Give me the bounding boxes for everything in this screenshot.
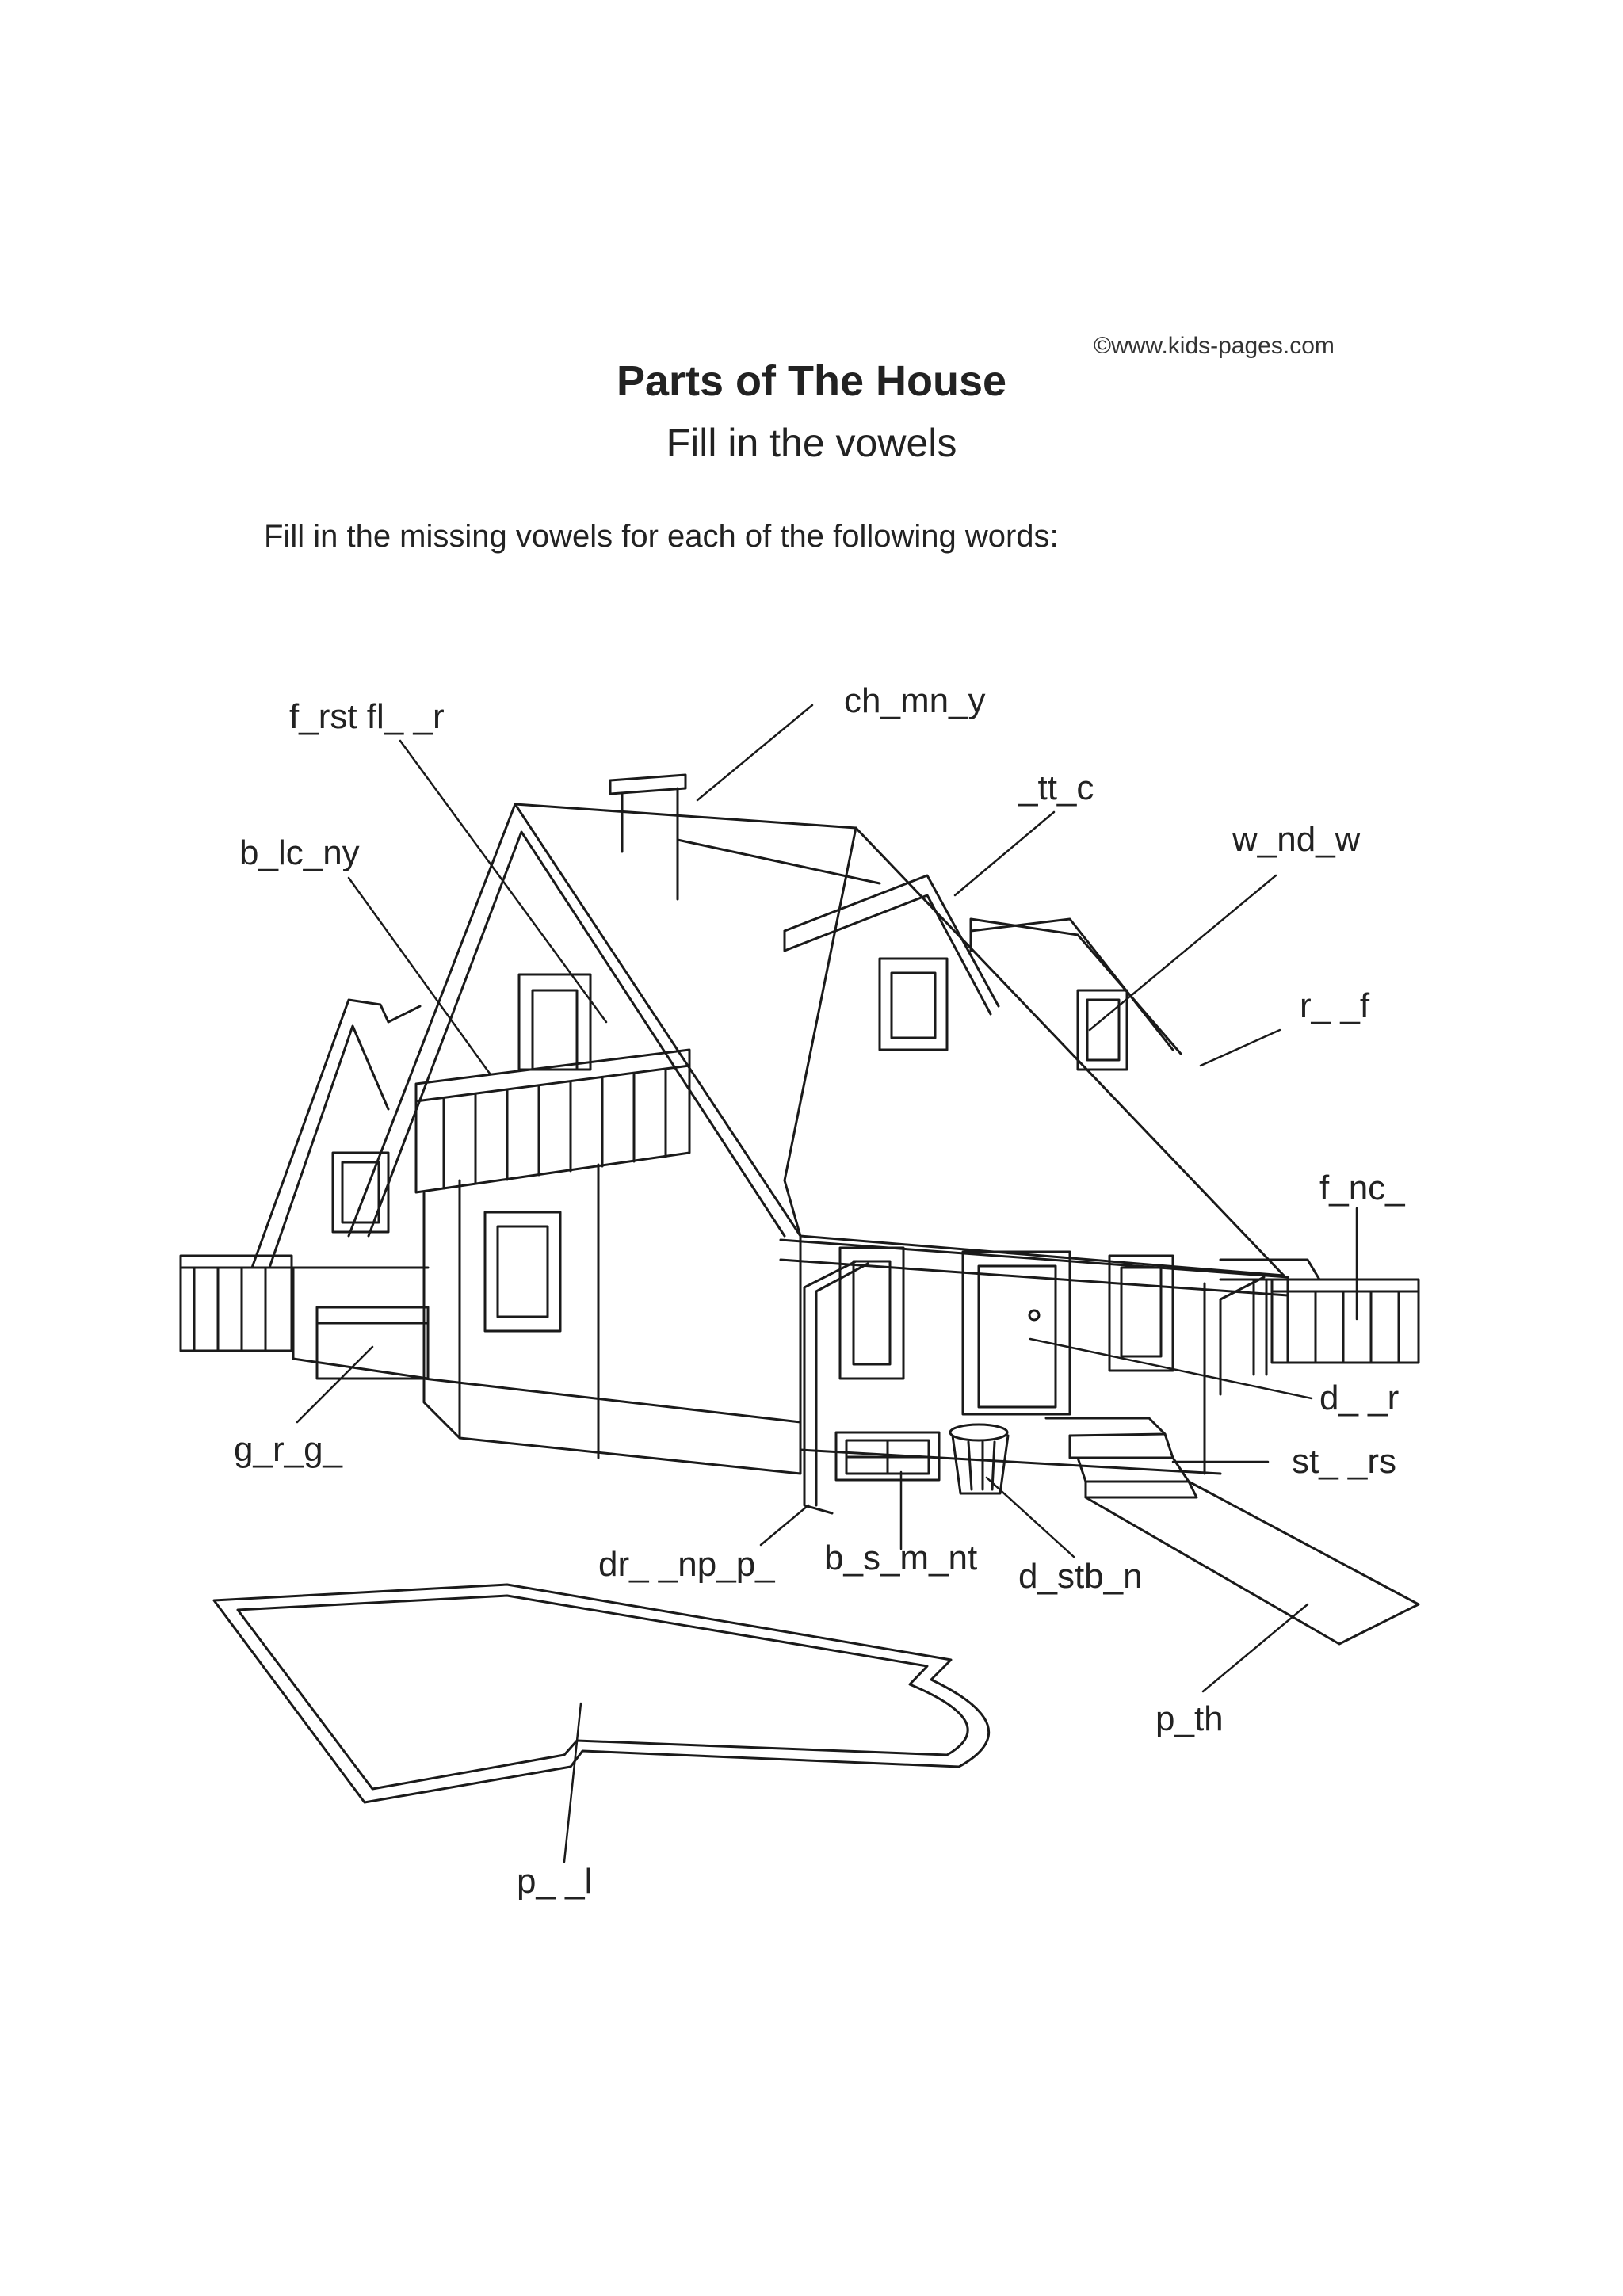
label-dustbin: d_stb_n — [1018, 1557, 1143, 1596]
right-fence — [1272, 1280, 1419, 1363]
left-fence — [181, 1256, 292, 1351]
label-fence: f_nc_ — [1319, 1169, 1405, 1207]
front-wall — [424, 1165, 800, 1474]
label-pool: p_ _l — [517, 1862, 593, 1901]
label-window: w_nd_w — [1232, 820, 1361, 859]
label-path: p_th — [1155, 1699, 1224, 1738]
label-chimney: ch_mn_y — [844, 681, 986, 720]
label-leader-lines — [297, 705, 1357, 1862]
swimming-pool — [214, 1585, 989, 1802]
upper-window — [519, 974, 590, 1070]
instruction-text: Fill in the missing vowels for each of the following words: — [264, 519, 1059, 554]
label-door: d_ _r — [1319, 1379, 1400, 1417]
basement-window — [836, 1432, 939, 1480]
label-drainpipe: dr_ _np_p_ — [598, 1545, 775, 1584]
label-stairs: st_ _rs — [1292, 1442, 1397, 1481]
label-attic: _tt_c — [1018, 769, 1094, 807]
main-roof — [678, 828, 1288, 1295]
label-first-floor: f_rst fl_ _r — [289, 697, 445, 736]
main-gable — [349, 804, 1284, 1276]
garage — [252, 1000, 428, 1379]
page-title: Parts of The House — [616, 357, 1007, 405]
page-subtitle: Fill in the vowels — [666, 421, 957, 465]
label-balcony: b_lc_ny — [239, 833, 360, 872]
copyright-notice: ©www.kids-pages.com — [1094, 333, 1335, 359]
drainpipes — [804, 1261, 1264, 1513]
chimney — [610, 775, 685, 899]
label-basement: b_s_m_nt — [824, 1539, 978, 1577]
label-roof: r_ _f — [1300, 986, 1370, 1025]
balcony — [416, 1050, 689, 1192]
dormer-right — [971, 919, 1181, 1070]
steps — [1046, 1418, 1197, 1497]
label-garage: g_r_g_ — [234, 1430, 343, 1469]
